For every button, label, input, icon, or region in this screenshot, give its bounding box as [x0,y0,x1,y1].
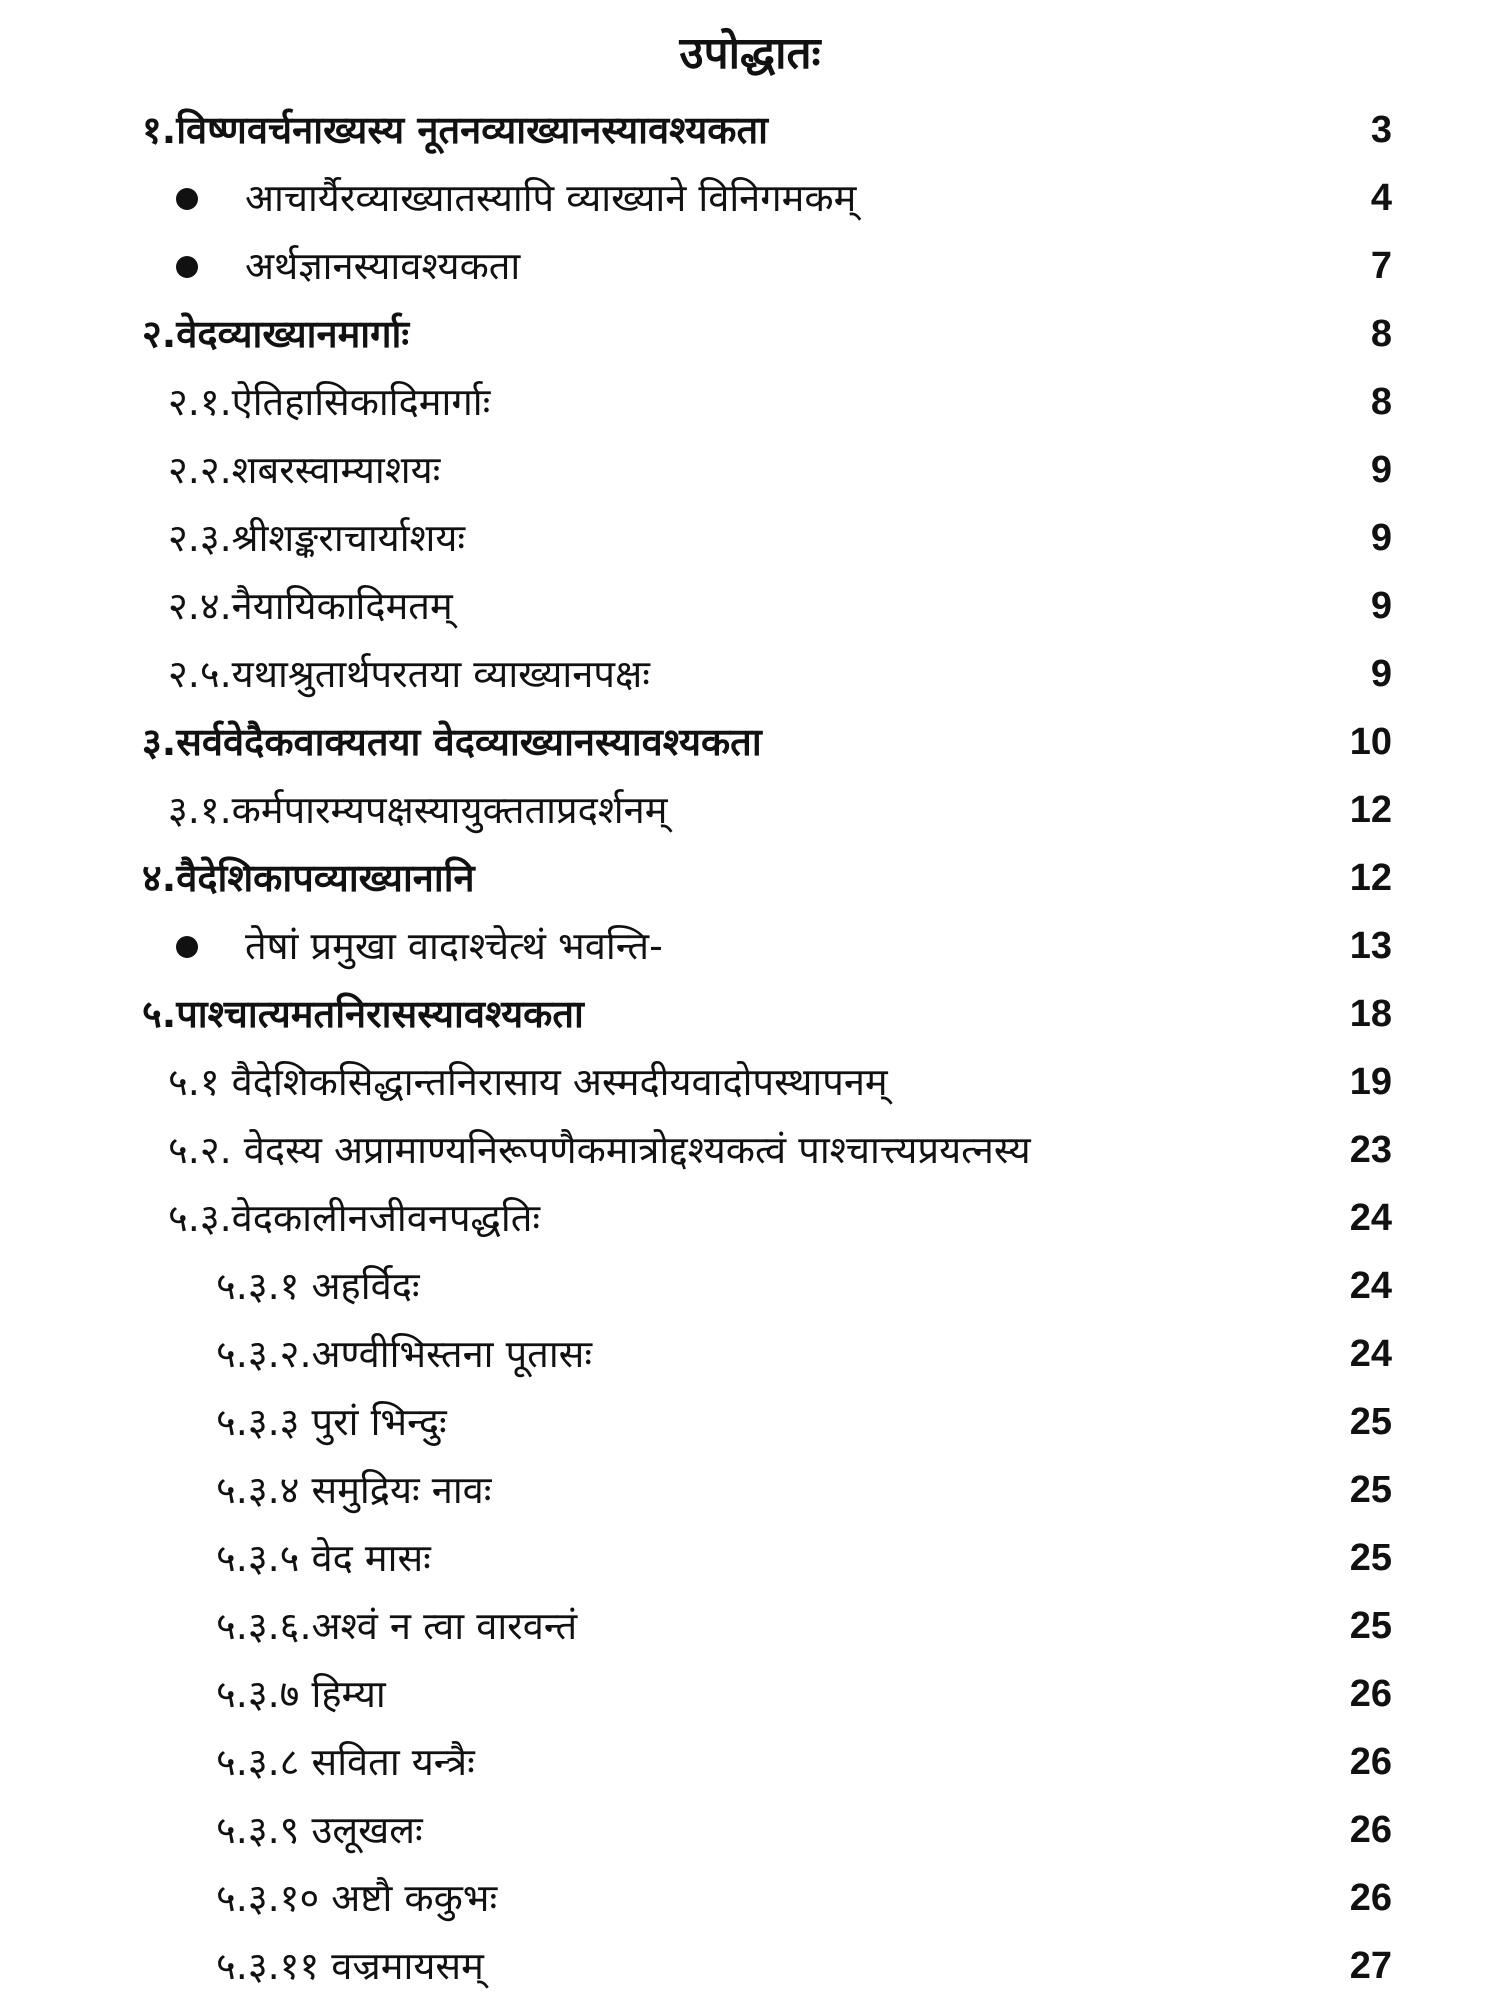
toc-page-number: 13 [1349,925,1392,967]
toc-entry [0,1116,1500,1184]
bullet-icon [176,256,198,278]
toc-entry-text: ५.३.७ हिम्या [216,1672,386,1716]
toc-page-number: 9 [1370,517,1392,559]
toc-page-number: 26 [1349,1673,1392,1715]
toc-entry-text: ५.३.८ सविता यन्त्रैः [216,1740,475,1784]
toc-entry-text: ५.३.५ वेद मासः [216,1536,431,1580]
toc-page-number: 23 [1349,1129,1392,1171]
toc-page-number: 3 [1370,109,1392,151]
toc-entry-text: ५.२. वेदस्य अप्रामाण्यनिरूपणैकमात्रोद्दश्यकत्वं पाश्चात्त्यप्रयत्नस्य [168,1128,1031,1172]
toc-entry-text: ५.३.४ समुद्रियः नावः [216,1468,492,1512]
toc-entry [0,1524,1500,1592]
toc-entry [0,1932,1500,2000]
toc-entry [0,572,1500,640]
toc-entry [0,640,1500,708]
toc-entry-text: अर्थज्ञानस्यावश्यकता [245,244,521,288]
toc-entry [0,232,1500,300]
toc-page-number: 25 [1349,1537,1392,1579]
toc-entry-text: ५.३.१ अहर्विदः [216,1264,420,1308]
toc-entry-text: ५.३.६.अश्वं न त्वा वारवन्तं [216,1604,578,1648]
toc-page-number: 25 [1349,1401,1392,1443]
toc-entry-text: तेषां प्रमुखा वादाश्चेत्थं भवन्ति- [245,924,663,968]
toc-page-number: 19 [1349,1061,1392,1103]
toc-page-number: 26 [1349,1809,1392,1851]
toc-page-number: 25 [1349,1605,1392,1647]
toc-page-number: 12 [1349,857,1392,899]
toc-entry-text: २.वेदव्याख्यानमार्गाः [142,312,410,356]
toc-entry [0,1252,1500,1320]
toc-page-number: 12 [1349,789,1392,831]
toc-entry [0,980,1500,1048]
toc-entry-text: ५.३.११ वज्रमायसम् [216,1944,484,1988]
toc-entry-text: आचार्यैरव्याख्यातस्यापि व्याख्याने विनिगमकम् [245,176,857,220]
toc-entry [0,912,1500,980]
toc-page-number: 24 [1349,1197,1392,1239]
toc-entry-text: ३.सर्ववेदैकवाक्यतया वेदव्याख्यानस्यावश्यकता [142,720,762,764]
toc-page-number: 8 [1370,313,1392,355]
toc-page-number: 8 [1370,381,1392,423]
toc-entry-text: २.४.नैयायिकादिमतम् [168,584,453,628]
toc-entry-text: १.विष्णवर्चनाख्यस्य नूतनव्याख्यानस्यावश्यकता [142,108,768,152]
bullet-icon [176,936,198,958]
toc-page-number: 9 [1370,585,1392,627]
toc-entry [0,1592,1500,1660]
toc-entry [0,708,1500,776]
toc-entry-text: ५.१ वैदेशिकसिद्धान्तनिरासाय अस्मदीयवादोपस्थापनम् [168,1060,888,1104]
toc-entry [0,164,1500,232]
toc-entry [0,1728,1500,1796]
toc-entry [0,776,1500,844]
toc-page-number: 26 [1349,1877,1392,1919]
toc-entry [0,1660,1500,1728]
toc-entry [0,844,1500,912]
toc-page-number: 24 [1349,1265,1392,1307]
toc-page-number: 9 [1370,653,1392,695]
toc-page-number: 7 [1370,245,1392,287]
bullet-icon [176,188,198,210]
toc-entry [0,504,1500,572]
toc-entry [0,300,1500,368]
toc-entry [0,436,1500,504]
toc-page-number: 26 [1349,1741,1392,1783]
toc-entry [0,1048,1500,1116]
toc-entry-text: ५.पाश्चात्यमतनिरासस्यावश्यकता [142,992,584,1036]
toc-entry [0,368,1500,436]
toc-entry-text: ५.३.२.अण्वीभिस्तना पूतासः [216,1332,593,1376]
toc-page-number: 18 [1349,993,1392,1035]
toc-entry [0,1456,1500,1524]
toc-entry [0,1388,1500,1456]
toc-entry-text: २.३.श्रीशङ्कराचार्याशयः [168,516,466,560]
toc-page-number: 4 [1370,177,1392,219]
toc-entry-text: ४.वैदेशिकापव्याख्यानानि [142,856,475,900]
toc-page-number: 10 [1349,721,1392,763]
toc-entry-text: ५.३.वेदकालीनजीवनपद्धतिः [168,1196,541,1240]
page-title: उपोद्धातः [679,28,821,79]
toc-page-number: 27 [1349,1945,1392,1987]
toc-entry-text: ५.३.१० अष्टौ ककुभः [216,1876,498,1920]
toc-entry [0,96,1500,164]
toc-page-number: 9 [1370,449,1392,491]
toc-entry [0,1796,1500,1864]
toc-page-number: 25 [1349,1469,1392,1511]
toc-page-number: 24 [1349,1333,1392,1375]
toc-entry-text: ५.३.३ पुरां भिन्दुः [216,1400,447,1444]
toc-entry [0,1320,1500,1388]
toc-entry [0,1864,1500,1932]
toc-entry-text: २.१.ऐतिहासिकादिमार्गाः [168,380,491,424]
toc-entry-text: ५.३.९ उलूखलः [216,1808,423,1852]
toc-entry-text: २.२.शबरस्वाम्याशयः [168,448,441,492]
table-of-contents [0,96,1500,2000]
toc-entry-text: २.५.यथाश्रुतार्थपरतया व्याख्यानपक्षः [168,652,650,696]
toc-entry [0,1184,1500,1252]
toc-entry-text: ३.१.कर्मपारम्यपक्षस्यायुक्तताप्रदर्शनम् [168,788,668,832]
